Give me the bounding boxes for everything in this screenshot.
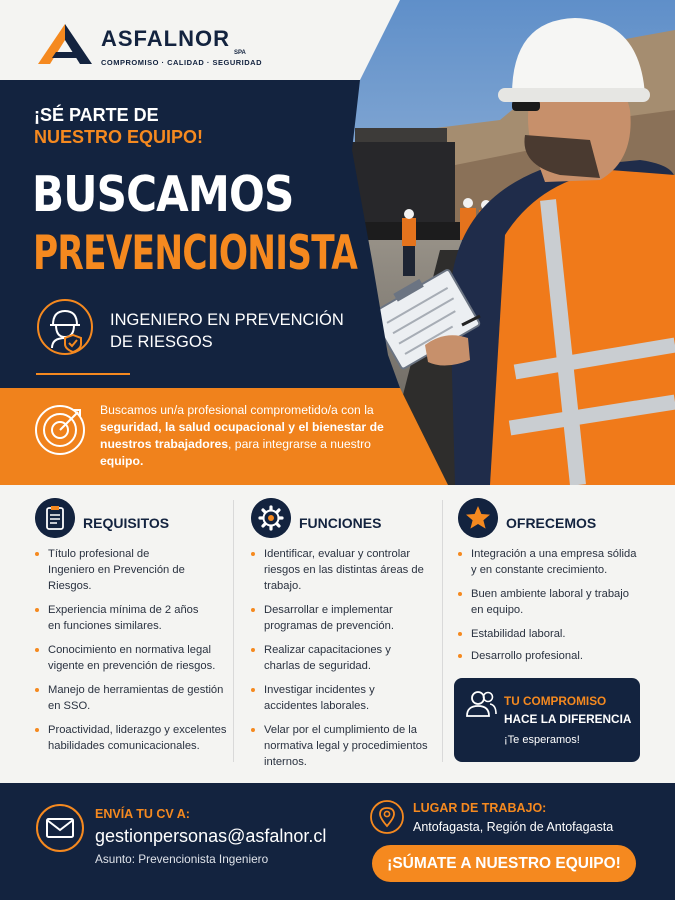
commitment-line-1: TU COMPROMISO xyxy=(504,694,607,708)
commitment-line-2: HACE LA DIFERENCIA xyxy=(504,712,632,726)
list-item: Desarrollar e implementar programas de prevención. xyxy=(251,602,416,634)
list-item: Investigar incidentes y accidentes laborales. xyxy=(251,682,406,714)
email-link[interactable]: gestionpersonas@asfalnor.cl xyxy=(95,826,327,846)
commitment-line-3: ¡Te esperamos! xyxy=(504,734,580,746)
kicker-line-1: ¡SÉ PARTE DE xyxy=(34,105,159,125)
headline-line-2: PREVENCIONISTA xyxy=(33,226,358,281)
role-title-line-2: DE RIESGOS xyxy=(110,333,213,351)
list-item: Manejo de herramientas de gestión en SSO. xyxy=(35,682,230,714)
envelope-icon xyxy=(35,803,85,853)
intro-paragraph xyxy=(100,402,400,470)
brand-tagline: COMPROMISO · CALIDAD · SEGURIDAD xyxy=(101,58,262,67)
intro-bold-1: seguridad, la salud ocupacional y el bienestar de nuestros trabajadores xyxy=(100,420,384,451)
email-subject: Asunto: Prevencionista Ingeniero xyxy=(95,852,269,866)
list-item: Desarrollo profesional. xyxy=(458,648,638,664)
funciones-title: FUNCIONES xyxy=(299,515,382,531)
column-divider xyxy=(233,500,234,762)
intro-bold-2: equipo. xyxy=(100,454,144,468)
commitment-box xyxy=(454,678,640,762)
list-item: Integración a una empresa sólida y en constante crecimiento. xyxy=(458,546,638,578)
accent-divider xyxy=(36,373,130,375)
brand-suffix: SPA xyxy=(234,50,246,56)
requisitos-title: REQUISITOS xyxy=(83,515,170,531)
intro-text-1: Buscamos un/a profesional comprometido/a con la xyxy=(100,403,374,417)
clipboard-icon xyxy=(35,498,75,538)
list-item: Buen ambiente laboral y trabajo en equipo. xyxy=(458,586,630,618)
hero-kicker xyxy=(34,104,203,148)
safety-worker-icon xyxy=(36,298,94,356)
column-divider xyxy=(442,500,443,762)
brand-logo xyxy=(36,22,262,71)
list-item: Conocimiento en normativa legal vigente en prevención de riesgos. xyxy=(35,642,220,674)
list-item: Título profesional de Ingeniero en Prevención de Riesgos. xyxy=(35,546,195,594)
list-item: Identificar, evaluar y controlar riesgos en las distintas áreas de trabajo. xyxy=(251,546,431,594)
requisitos-list xyxy=(35,546,230,762)
footer xyxy=(0,783,675,900)
location-pin-icon xyxy=(370,800,404,834)
headline-line-1: BUSCAMOS xyxy=(32,166,294,223)
brand-name: ASFALNOR xyxy=(101,26,230,51)
list-item: Realizar capacitaciones y charlas de seguridad. xyxy=(251,642,411,674)
kicker-line-2: NUESTRO EQUIPO! xyxy=(34,127,204,147)
list-item: Velar por el cumplimiento de la normativa legal y procedimientos internos. xyxy=(251,722,439,770)
join-team-button[interactable]: ¡SÚMATE A NUESTRO EQUIPO! xyxy=(372,845,636,882)
location-label: LUGAR DE TRABAJO: xyxy=(413,801,547,815)
gear-icon xyxy=(251,498,291,538)
ofrecemos-list xyxy=(458,546,638,670)
send-cv-label: ENVÍA TU CV A: xyxy=(95,807,190,821)
people-icon xyxy=(464,688,498,720)
role-title-line-1: INGENIERO EN PREVENCIÓN xyxy=(110,311,344,329)
star-icon xyxy=(458,498,498,538)
location-value: Antofagasta, Región de Antofagasta xyxy=(413,820,614,834)
target-icon xyxy=(34,404,86,456)
list-item: Proactividad, liderazgo y excelentes habilidades comunicacionales. xyxy=(35,722,230,754)
intro-text-2: , para integrarse a nuestro xyxy=(228,437,371,451)
asfalnor-logo-icon xyxy=(36,22,94,66)
funciones-list xyxy=(251,546,439,778)
ofrecemos-title: OFRECEMOS xyxy=(506,515,597,531)
list-item: Estabilidad laboral. xyxy=(458,626,638,642)
list-item: Experiencia mínima de 2 años en funciones similares. xyxy=(35,602,200,634)
role-title xyxy=(110,309,360,353)
